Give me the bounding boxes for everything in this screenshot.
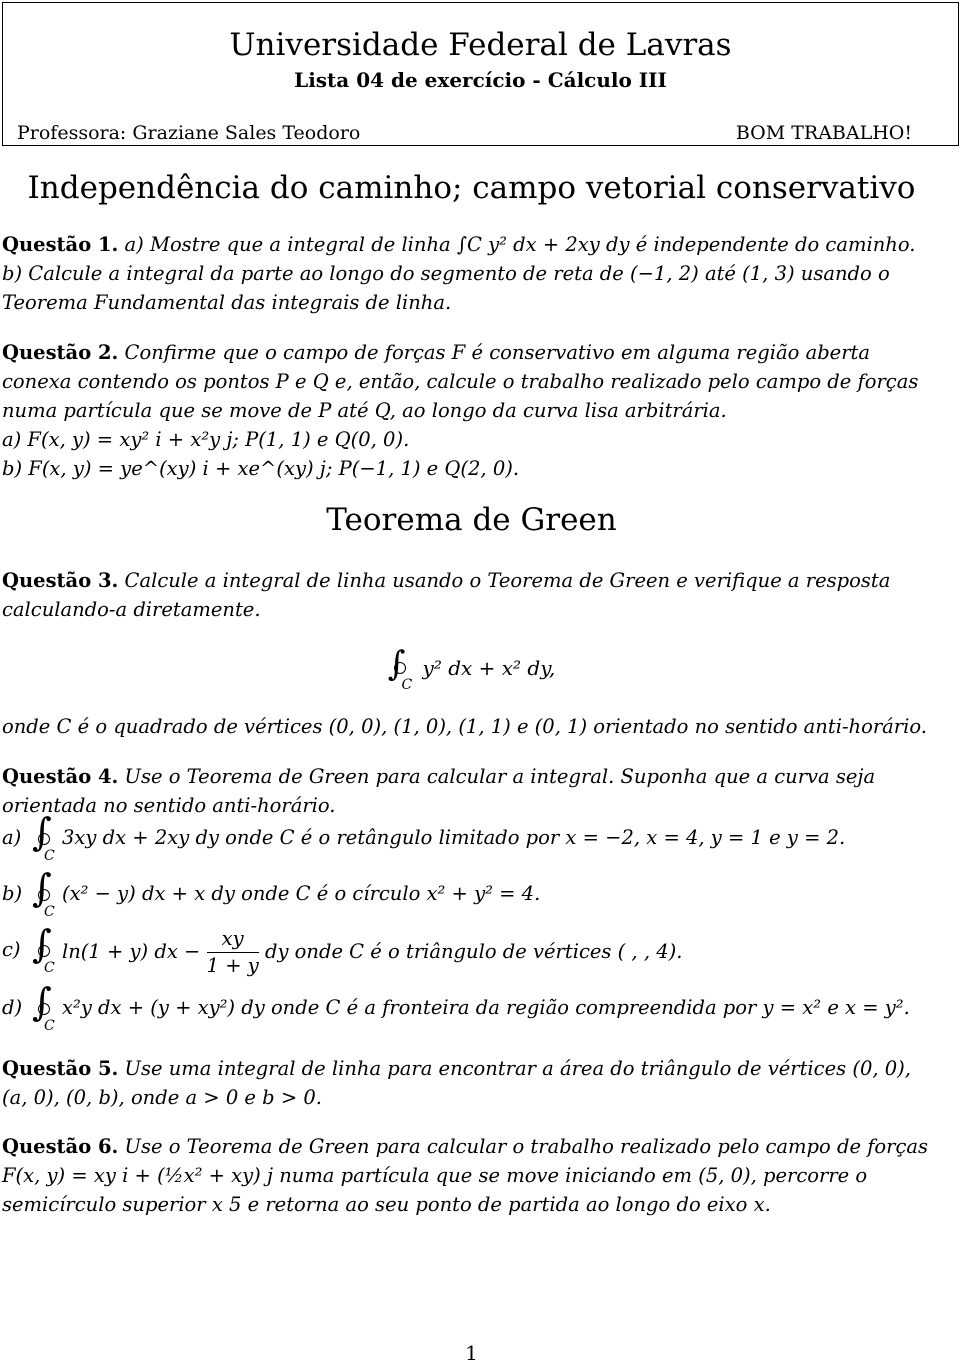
question-6-line-3: semicírculo superior x 5 e retorna ao seu ponto de partida ao longo do eixo x. [2, 1193, 771, 1216]
greeting: BOM TRABALHO! [735, 122, 912, 144]
professor-name: Professora: Graziane Sales Teodoro [17, 122, 361, 144]
question-1-line-2: b) Calcule a integral da parte ao longo do segmento de reta de (−1, 2) até (1, 3) usando o [2, 262, 890, 285]
question-1-label: Questão 1. [2, 233, 119, 256]
question-3-line-1: Calcule a integral de linha usando o Teorema de Green e verifique a resposta [124, 569, 891, 592]
question-3 [2, 566, 942, 624]
item-d-text: x²y dx + (y + xy²) dy onde C é a fronteira da região compreendida por y = x² e x = y². [62, 996, 910, 1019]
university-name: Universidade Federal de Lavras [229, 27, 732, 63]
question-3-line-3: onde C é o quadrado de vértices (0, 0), (1, 0), (1, 1) e (0, 1) orientado no sentido anti-horário. [2, 715, 927, 738]
question-3-condition [2, 712, 942, 741]
integral-subscript: C [44, 1018, 55, 1034]
header-box [2, 2, 959, 146]
question-4-item-a [2, 810, 942, 868]
item-c-suffix: dy onde C é o triângulo de vértices ( , , 4). [264, 940, 683, 963]
question-4-label: Questão 4. [2, 765, 119, 788]
question-2-line-3: numa partícula que se move de P até Q, ao longo da curva lisa arbitrária. [2, 399, 727, 422]
section-title-conservative: Independência do caminho; campo vetorial conservativo [27, 170, 916, 206]
question-5-line-1: Use uma integral de linha para encontrar a área do triângulo de vértices (0, 0), [124, 1057, 911, 1080]
item-b-text: (x² − y) dx + x dy onde C é o círculo x² + y² = 4. [62, 882, 541, 905]
question-3-integrand: y² dx + x² dy, [422, 656, 556, 680]
question-6-label: Questão 6. [2, 1135, 119, 1158]
question-2-line-1: Confirme que o campo de forças F é conservativo em alguma região aberta [124, 341, 871, 364]
item-c-text [62, 926, 682, 979]
item-c-label: c) [2, 938, 21, 961]
contour-integral-icon: ∫ [32, 980, 52, 1024]
contour-integral-icon: ∫ [32, 866, 52, 910]
integral-subscript: C [44, 960, 55, 976]
question-4-line-2: orientada no sentido anti-horário. [2, 794, 336, 817]
question-3-label: Questão 3. [2, 569, 119, 592]
item-c-prefix: ln(1 + y) dx − [62, 940, 201, 963]
question-4-item-d [2, 980, 942, 1038]
item-d-label: d) [2, 996, 23, 1019]
question-5-label: Questão 5. [2, 1057, 119, 1080]
fraction-denominator: 1 + y [206, 954, 259, 977]
question-2-item-a: a) F(x, y) = xy² i + x²y j; P(1, 1) e Q(0, 0). [2, 428, 410, 451]
question-4-item-c [2, 922, 942, 980]
question-5 [2, 1054, 942, 1112]
question-2 [2, 338, 942, 483]
question-4-item-b [2, 866, 942, 924]
question-6 [2, 1132, 942, 1219]
contour-integral-icon: ∫ [387, 644, 406, 684]
contour-integral-icon: ∫ [32, 922, 52, 966]
question-5-line-2: (a, 0), (0, b), onde a > 0 e b > 0. [2, 1086, 322, 1109]
question-1 [2, 230, 942, 317]
contour-integral-icon: ∫ [32, 810, 52, 854]
item-c-fraction [207, 926, 259, 979]
question-6-line-2: F(x, y) = xy i + (½x² + xy) j numa partícula que se move iniciando em (5, 0), percorre o [2, 1164, 868, 1187]
item-a-label: a) [2, 826, 22, 849]
section-title-green: Teorema de Green [326, 502, 617, 538]
item-b-label: b) [2, 882, 23, 905]
question-3-equation [0, 644, 943, 693]
question-2-label: Questão 2. [2, 341, 119, 364]
list-title: Lista 04 de exercício - Cálculo III [294, 68, 667, 92]
question-6-line-1: Use o Teorema de Green para calcular o trabalho realizado pelo campo de forças [124, 1135, 929, 1158]
page-number: 1 [465, 1341, 478, 1365]
fraction-numerator: xy [207, 926, 259, 953]
question-2-line-2: conexa contendo os pontos P e Q e, então, calcule o trabalho realizado pelo campo de forças [2, 370, 919, 393]
question-2-item-b: b) F(x, y) = ye^(xy) i + xe^(xy) j; P(−1, 1) e Q(2, 0). [2, 457, 520, 480]
question-1-line-3: Teorema Fundamental das integrais de linha. [2, 291, 452, 314]
integral-subscript: C [44, 904, 55, 920]
integral-subscript: C [44, 848, 55, 864]
item-a-text: 3xy dx + 2xy dy onde C é o retângulo limitado por x = −2, x = 4, y = 1 e y = 2. [62, 826, 846, 849]
question-4-line-1: Use o Teorema de Green para calcular a integral. Suponha que a curva seja [124, 765, 876, 788]
question-3-line-2: calculando-a diretamente. [2, 598, 261, 621]
question-4 [2, 762, 942, 820]
question-1-line-1: a) Mostre que a integral de linha ∫C y² dx + 2xy dy é independente do caminho. [124, 233, 916, 256]
integral-subscript: C [401, 677, 413, 693]
